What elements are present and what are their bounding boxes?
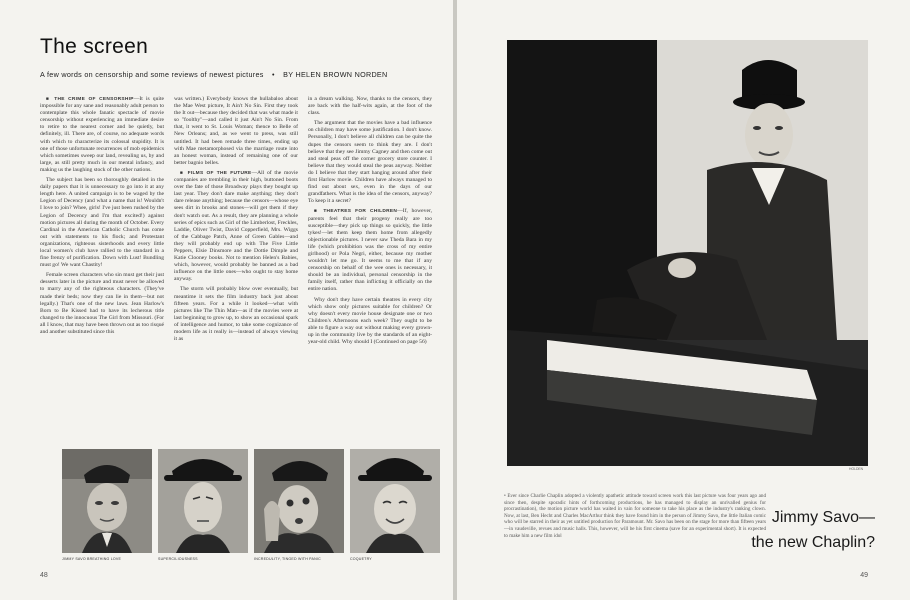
article-column-1 bbox=[40, 96, 164, 440]
expression-photo-strip bbox=[62, 449, 440, 561]
article-column-3 bbox=[308, 96, 432, 440]
right-page bbox=[457, 0, 910, 600]
photo-caption-2: SUPERCILIOUSNESS bbox=[158, 557, 198, 561]
byline: BY HELEN BROWN NORDEN bbox=[283, 70, 388, 79]
paragraph: Why don't they have certain theatres in every city which show only pictures suitable for children? Or why doesn't every movie house designate one or two Children's Afternoons each week? They ought to be able to figure a way out without making every grown-up in the community live by the standards of an eight-year-old child. Why should I (Continued on page 56) bbox=[308, 296, 432, 346]
paragraph bbox=[174, 170, 298, 284]
paragraph: The storm will probably blow over eventually, but meantime it sets the film industry back just about fifteen years. For a while it looked—what with pictures like The Thin Man—as if the movies were at last beginning to grow up, to show an occasional spark of intelligence and humor, to take some cognizance of modern life as it really is—instead of always viewing it as bbox=[174, 286, 298, 343]
page-number-left: 48 bbox=[40, 572, 48, 579]
paragraph: The subject has been so thoroughly detailed in the daily papers that it is unnecessary to go into it at any length here. A united campaign is to be waged by the Legion of Decency (and what a name that is! Wouldn't I love to join? Whee, girls! I've just been rushed by the Legion of Decency and I'm that excited!) against motion pictures all during the month of October. Every Cardinal in the American Catholic Church has come out with statements to his flock; and Protestant organizations, righteous sisterhoods and every little local women's club have rallied to the standard in a fine frenzy of purification. Down with Lust! Bundling must go! We want Chastity! bbox=[40, 177, 164, 269]
jimmy-savo-seated-photo bbox=[507, 40, 868, 466]
feature-headline bbox=[751, 505, 875, 555]
section-head-marker: ■ bbox=[314, 209, 324, 215]
headline-line-2: the new Chaplin? bbox=[751, 534, 875, 551]
article-body bbox=[40, 96, 440, 440]
page-title: The screen bbox=[40, 35, 149, 58]
paragraph-text: —All of the movie companies are trembling in their high, buttoned boots over the fate of those Broadway plays they bought up last year. They don't dare make anything; they don't dare release anything; because the censors—whose eye sees dirt in brooks and stones—will get them if they don't watch out. As a result, they are planning a whole series of epics such as Girl of the Limberlost, Freckles, Laddie, Oliver Twist, David Copperfield, Mrs. Wiggs of the Cabbage Patch, Anne of Green Gables—and they will probably end up with The Five Little Peppers, Elsie Dinsmore and the Dottie Dimple and Katie Clooney books. Not to mention Helen's Babies, which, however, would probably be banned as a bad influence on the little ones—who ought to stay home anyway. bbox=[174, 169, 298, 283]
paragraph-text: —If, however, parents feel that their progeny really are too susceptible—they pick up things so quickly, the little tykes!—let them keep them home from allegedly objectionable pictures. I never saw Theda Bara in my life (which prohibition was the cross of my entire girlhood) or Pola Negri, either, because my mother wouldn't let me go. It seems to me that if any censorship on behalf of the wee ones is necessary, it should be an individual, personal censorship in the family itself, rather than inflicting it officially on the entire nation. bbox=[308, 208, 432, 293]
photo-caption-3: INCREDULITY, TINGED WITH PANIC bbox=[254, 557, 321, 561]
byline-separator: • bbox=[271, 70, 275, 79]
paragraph: in a dream walking. Now, thanks to the censors, they are back with the half-wits again, at the foot of the class. bbox=[308, 96, 432, 117]
section-head: FILMS OF THE FUTURE bbox=[187, 170, 252, 176]
paragraph: The argument that the movies have a bad influence on children may have some justification. I don't know. Personally, I don't believe all children can be quite the dupes the censors seem to think they are. I don't believe that they see Jimmy Cagney and then come out and steal peas off the corner grocery store counter. I believe that they would steal the peas anyway. Neither do I believe that they start hanging around after their first Harlow movie. Children have always managed to find out about sex, even in the days of our grandfathers. What is the idea of the censors, anyway? To keep it a secret? bbox=[308, 120, 432, 205]
photo-caption-1: JIMMY SAVO BREATHING LOVE bbox=[62, 557, 122, 561]
paragraph: was written.) Everybody knows the hullabaloo about the Mae West picture, It Ain't No Sin. First they took the It out—because they decided that was what made it so "foolthy"—and called it just Ain't No Sin. From that, it went to St. Louis Woman; thence to Belle of New Orleans; and, as we went to press, was still untitled. It had been remade three times, ending up with Mae metamorphosed via the marriage route into an honest woman, instead of remaining one of our better bagnio belles. bbox=[174, 96, 298, 166]
article-column-2 bbox=[174, 96, 298, 440]
section-head: THE CRIME OF CENSORSHIP bbox=[54, 97, 134, 102]
portrait-photo-coquetry bbox=[350, 449, 440, 553]
subtitle: A few words on censorship and some reviews of newest pictures bbox=[40, 70, 264, 79]
section-head-marker: ■ bbox=[46, 97, 55, 102]
photo-credit: HOLDEN bbox=[849, 467, 864, 471]
portrait-photo-superciliousness bbox=[158, 449, 248, 553]
paragraph-text: —It is quite impossible for any sane and reasonably adult person to contemplate this whole fanatic spectacle of movie censorship without experiencing an immediate desire to retire to the nearest corner and be quietly, but definitely, ill. There are, of course, no adequate words with which to characterize its colossal stupidity. It is one of those unfortunate recurrences of mob epidemics which sometimes sweep our land, revealing us, by and large, as still pretty much in our mental infancy, and making us the laughing stock of the other nations. bbox=[40, 96, 164, 173]
section-head-marker: ■ bbox=[180, 170, 188, 176]
headline-line-1: Jimmy Savo— bbox=[771, 509, 875, 526]
photo-caption-text: • Ever since Charlie Chaplin adopted a violently apathetic attitude toward screen work this last picture was four years ago and since then, despite sporadic hints of forthcoming productions, he has managed to display an unrivalled genius for procrastination), the motion picture world has waited in vain for someone to take his place as the industry's ranking clown. Now, at last, Ben Hecht and Charles MacArthur think they have found him in the person of Jimmy Savo, the little Italian comic who will be starred in their as yet untitled production for Paramount. Mr. Savo has been on the stage for more than fifteen years—in vaudeville, revues and music halls. This, however, will be his first cinema (save for an experimental short). It is expected to make him a new film idol bbox=[504, 493, 766, 539]
section-head: THEATRES FOR CHILDREN bbox=[323, 209, 398, 215]
paragraph bbox=[40, 96, 164, 174]
paragraph: Female screen characters who sin must get their just desserts later in the picture and must never be allowed to marry any of the righteous characters. (They've made their beds; now they can lie in them—but not legally.) That's one of the new laws. Jean Harlow's Born to Be Kissed had to have its lecherous title changed to the innocuous The Girl from Missouri. (For all I know, that may have been thrown out as too risqué and another substituted since this bbox=[40, 272, 164, 335]
paragraph bbox=[308, 208, 432, 293]
subtitle-line bbox=[40, 70, 440, 79]
portrait-photo-incredulity bbox=[254, 449, 344, 553]
page-number-right: 49 bbox=[860, 572, 868, 579]
left-page bbox=[0, 0, 453, 600]
photo-caption-4: COQUETRY bbox=[350, 557, 372, 561]
portrait-photo-love bbox=[62, 449, 152, 553]
